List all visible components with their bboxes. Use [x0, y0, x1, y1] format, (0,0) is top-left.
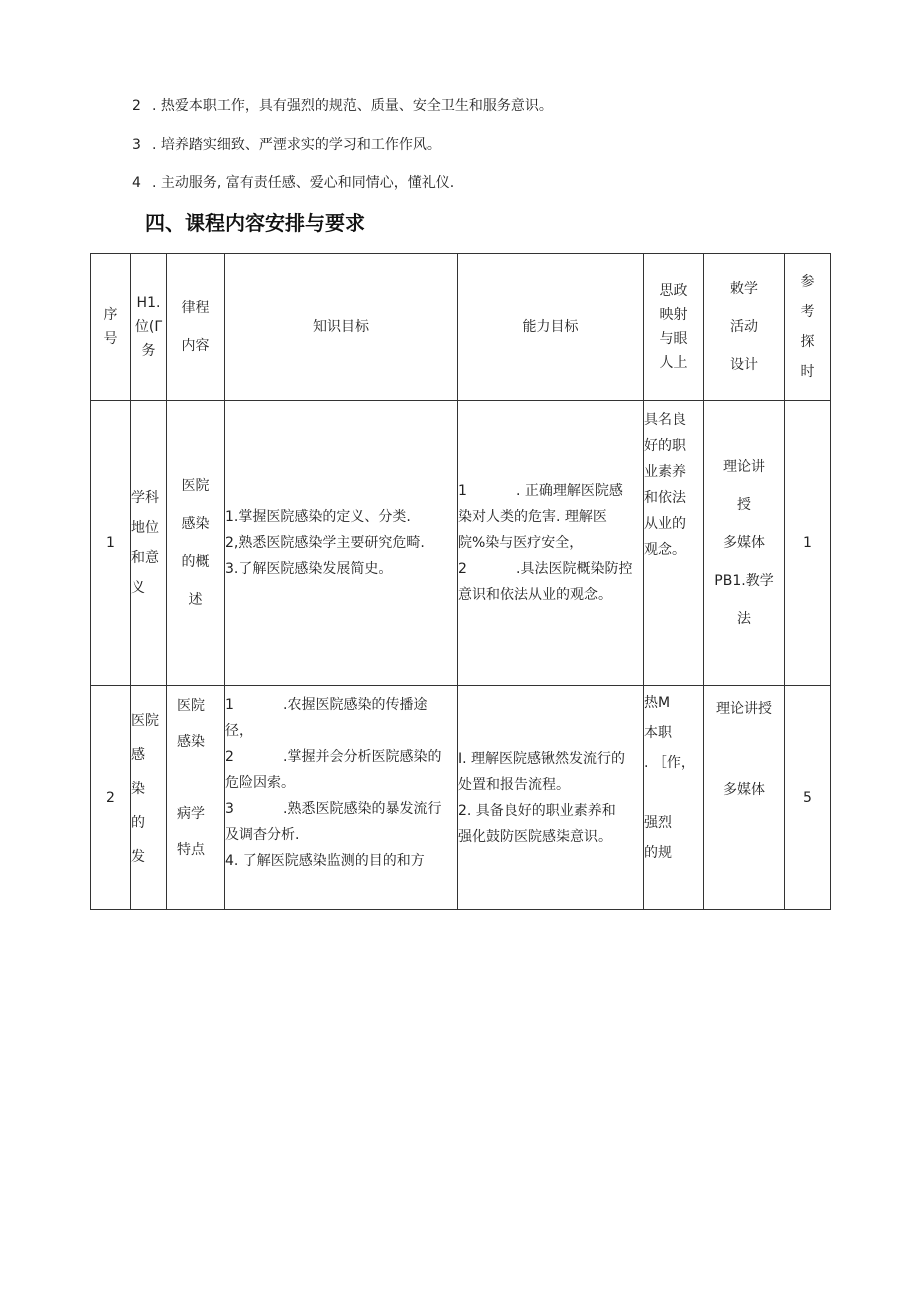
table-header-row — [91, 254, 831, 401]
list-text: . 热爱本职工作，具有强烈的规范、质量、安全卫生和服务意识。 — [152, 98, 553, 114]
list-text: . 培养踏实细致、严湮求实的学习和工作作风。 — [152, 137, 441, 153]
list-number: 3 — [132, 137, 141, 153]
row-ideology: 具名良 好的职 业素养 和依法 从业的 观念。 — [644, 401, 704, 686]
row-content: 医院 感染 的概 述 — [167, 401, 225, 686]
header-ability: 能力目标 — [458, 254, 644, 401]
row-hours: 5 — [785, 686, 831, 910]
header-content: 律程 内容 — [167, 254, 225, 401]
row-content: 医院 感染 病学 特点 — [167, 686, 225, 910]
row-seq: 1 — [91, 401, 131, 686]
row-unit: 学科 地位 和意 义 — [131, 401, 167, 686]
row-seq: 2 — [91, 686, 131, 910]
row-hours: 1 — [785, 401, 831, 686]
course-content-table — [90, 253, 831, 910]
section-heading: 四、课程内容安排与要求 — [145, 211, 365, 235]
row-ideology: 热M 本职 . ［作， 强烈 的规 — [644, 686, 704, 910]
row-ability: I. 理解医院感锹然发流行的 处置和报告流程。 2. 具备良好的职业素养和 强化鼓防医院感柒意识。 — [458, 686, 644, 910]
header-unit: H1. 位(Γ 务 — [131, 254, 167, 401]
row-teaching: 理论讲 授 多媒体 PB1.教学 法 — [704, 401, 785, 686]
list-item — [132, 174, 454, 192]
header-ideology: 思政 映射 与眼 人上 — [644, 254, 704, 401]
row-knowledge: 1.掌握医院感染的定义、分类. 2,熟悉医院感染学主要研究危畸. 3.了解医院感染发展简史。 — [225, 401, 458, 686]
header-knowledge: 知识目标 — [225, 254, 458, 401]
row-unit: 医院 感 染 的 发 — [131, 686, 167, 910]
row-teaching: 理论讲授 多媒体 — [704, 686, 785, 910]
header-seq: 序 号 — [91, 254, 131, 401]
list-item — [132, 136, 441, 154]
list-text: . 主动服务, 富有责任感、爱心和同情心，懂礼仪. — [152, 175, 455, 191]
header-teaching: 敕学 活动 设计 — [704, 254, 785, 401]
row-knowledge: 1 .农握医院感染的传播途 径， 2 .掌握并会分析医院感染的 危险因索。 3 .熟悉医院感染的暴发流行 及调杳分析. 4. 了解医院感染监测的目的和方 — [225, 686, 458, 910]
header-hours: 参 考 探 时 — [785, 254, 831, 401]
table-row — [91, 686, 831, 910]
table-row — [91, 401, 831, 686]
list-number: 4 — [132, 175, 141, 191]
list-number: 2 — [132, 98, 141, 114]
list-item — [132, 97, 553, 115]
row-ability: 1 . 正确理解医院感 染对人类的危害. 理解医 院%染与医疗安全， 2 .具法医院概染防控 意识和依法从业的观念。 — [458, 401, 644, 686]
